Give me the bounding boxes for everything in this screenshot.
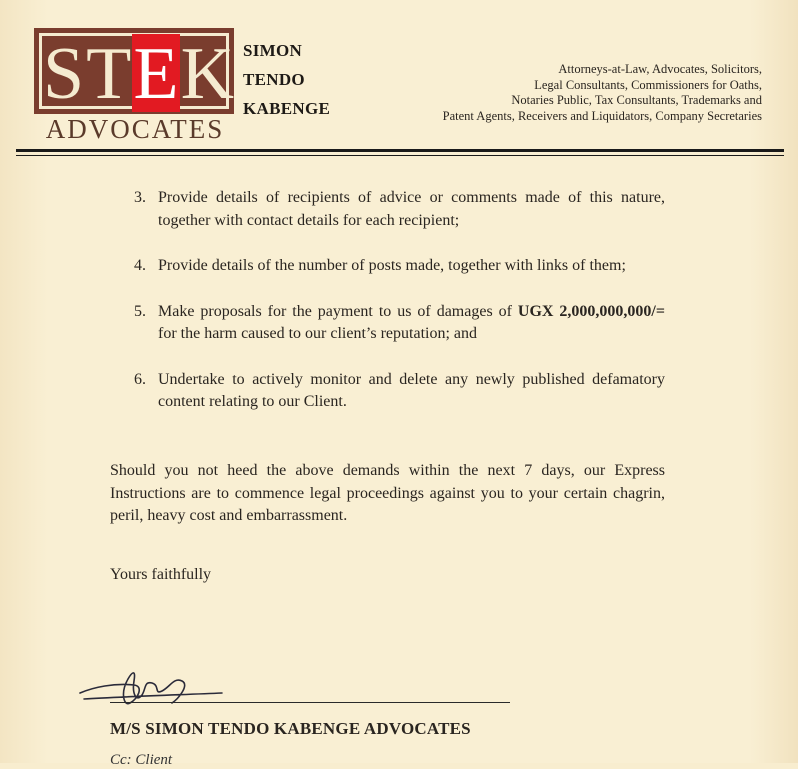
signature-line (110, 702, 510, 703)
services-line: Legal Consultants, Commissioners for Oaths, (534, 77, 762, 92)
item-number: 4. (134, 257, 146, 274)
cc-line: Cc: Client (110, 752, 173, 768)
logo-letter: K (180, 33, 235, 115)
demand-item (122, 187, 665, 232)
signatory-name: M/S SIMON TENDO KABENGE ADVOCATES (110, 719, 471, 738)
services-line: Patent Agents, Receivers and Liquidators, Company Secretaries (442, 108, 762, 123)
item-number: 6. (134, 370, 146, 388)
firm-name-line: SIMON (243, 41, 303, 60)
closing-line: Yours faithfully (110, 566, 212, 583)
handwritten-signature (74, 663, 224, 711)
item-text: Provide details of recipients of advice or comments made of this nature, together with contact details for each recipient; (158, 189, 665, 229)
item-number: 5. (134, 302, 146, 320)
logo-subtitle: ADVOCATES (45, 114, 225, 144)
item-text: Provide details of the number of posts made, together with links of them; (158, 257, 626, 274)
services-line: Notaries Public, Tax Consultants, Trademarks and (511, 93, 762, 107)
demand-paragraph: Should you not heed the above demands within the next 7 days, our Express Instructions are to commence legal proceedings against you to your certain chagrin, peril, heavy cost and embarrassment. (110, 462, 665, 524)
logo-letter-highlight: E (133, 33, 179, 115)
services-list (402, 62, 762, 124)
firm-name-line: KABENGE (243, 99, 331, 118)
item-text-pre: Make proposals for the payment to us of damages of (158, 302, 518, 320)
services-line: Attorneys-at-Law, Advocates, Solicitors, (558, 62, 762, 76)
header-rule-thick (16, 149, 784, 152)
firm-name-line: TENDO (243, 70, 305, 89)
demand-item (122, 369, 665, 414)
damages-amount: UGX 2,000,000,000/= (517, 302, 665, 320)
demand-item (122, 255, 665, 278)
header-rule-thin (16, 155, 784, 156)
item-text: Undertake to actively monitor and delete any newly published defamatory content relating to our Client. (158, 370, 665, 410)
firm-name-block (243, 36, 330, 123)
item-number: 3. (134, 189, 146, 206)
demand-item (122, 301, 665, 346)
item-text (158, 301, 665, 346)
logo-letter: S (43, 33, 85, 115)
demands-list (122, 187, 665, 437)
firm-logo (42, 33, 235, 115)
item-text-post: for the harm caused to our client’s reputation; and (158, 325, 478, 342)
logo-letter: T (86, 33, 132, 115)
